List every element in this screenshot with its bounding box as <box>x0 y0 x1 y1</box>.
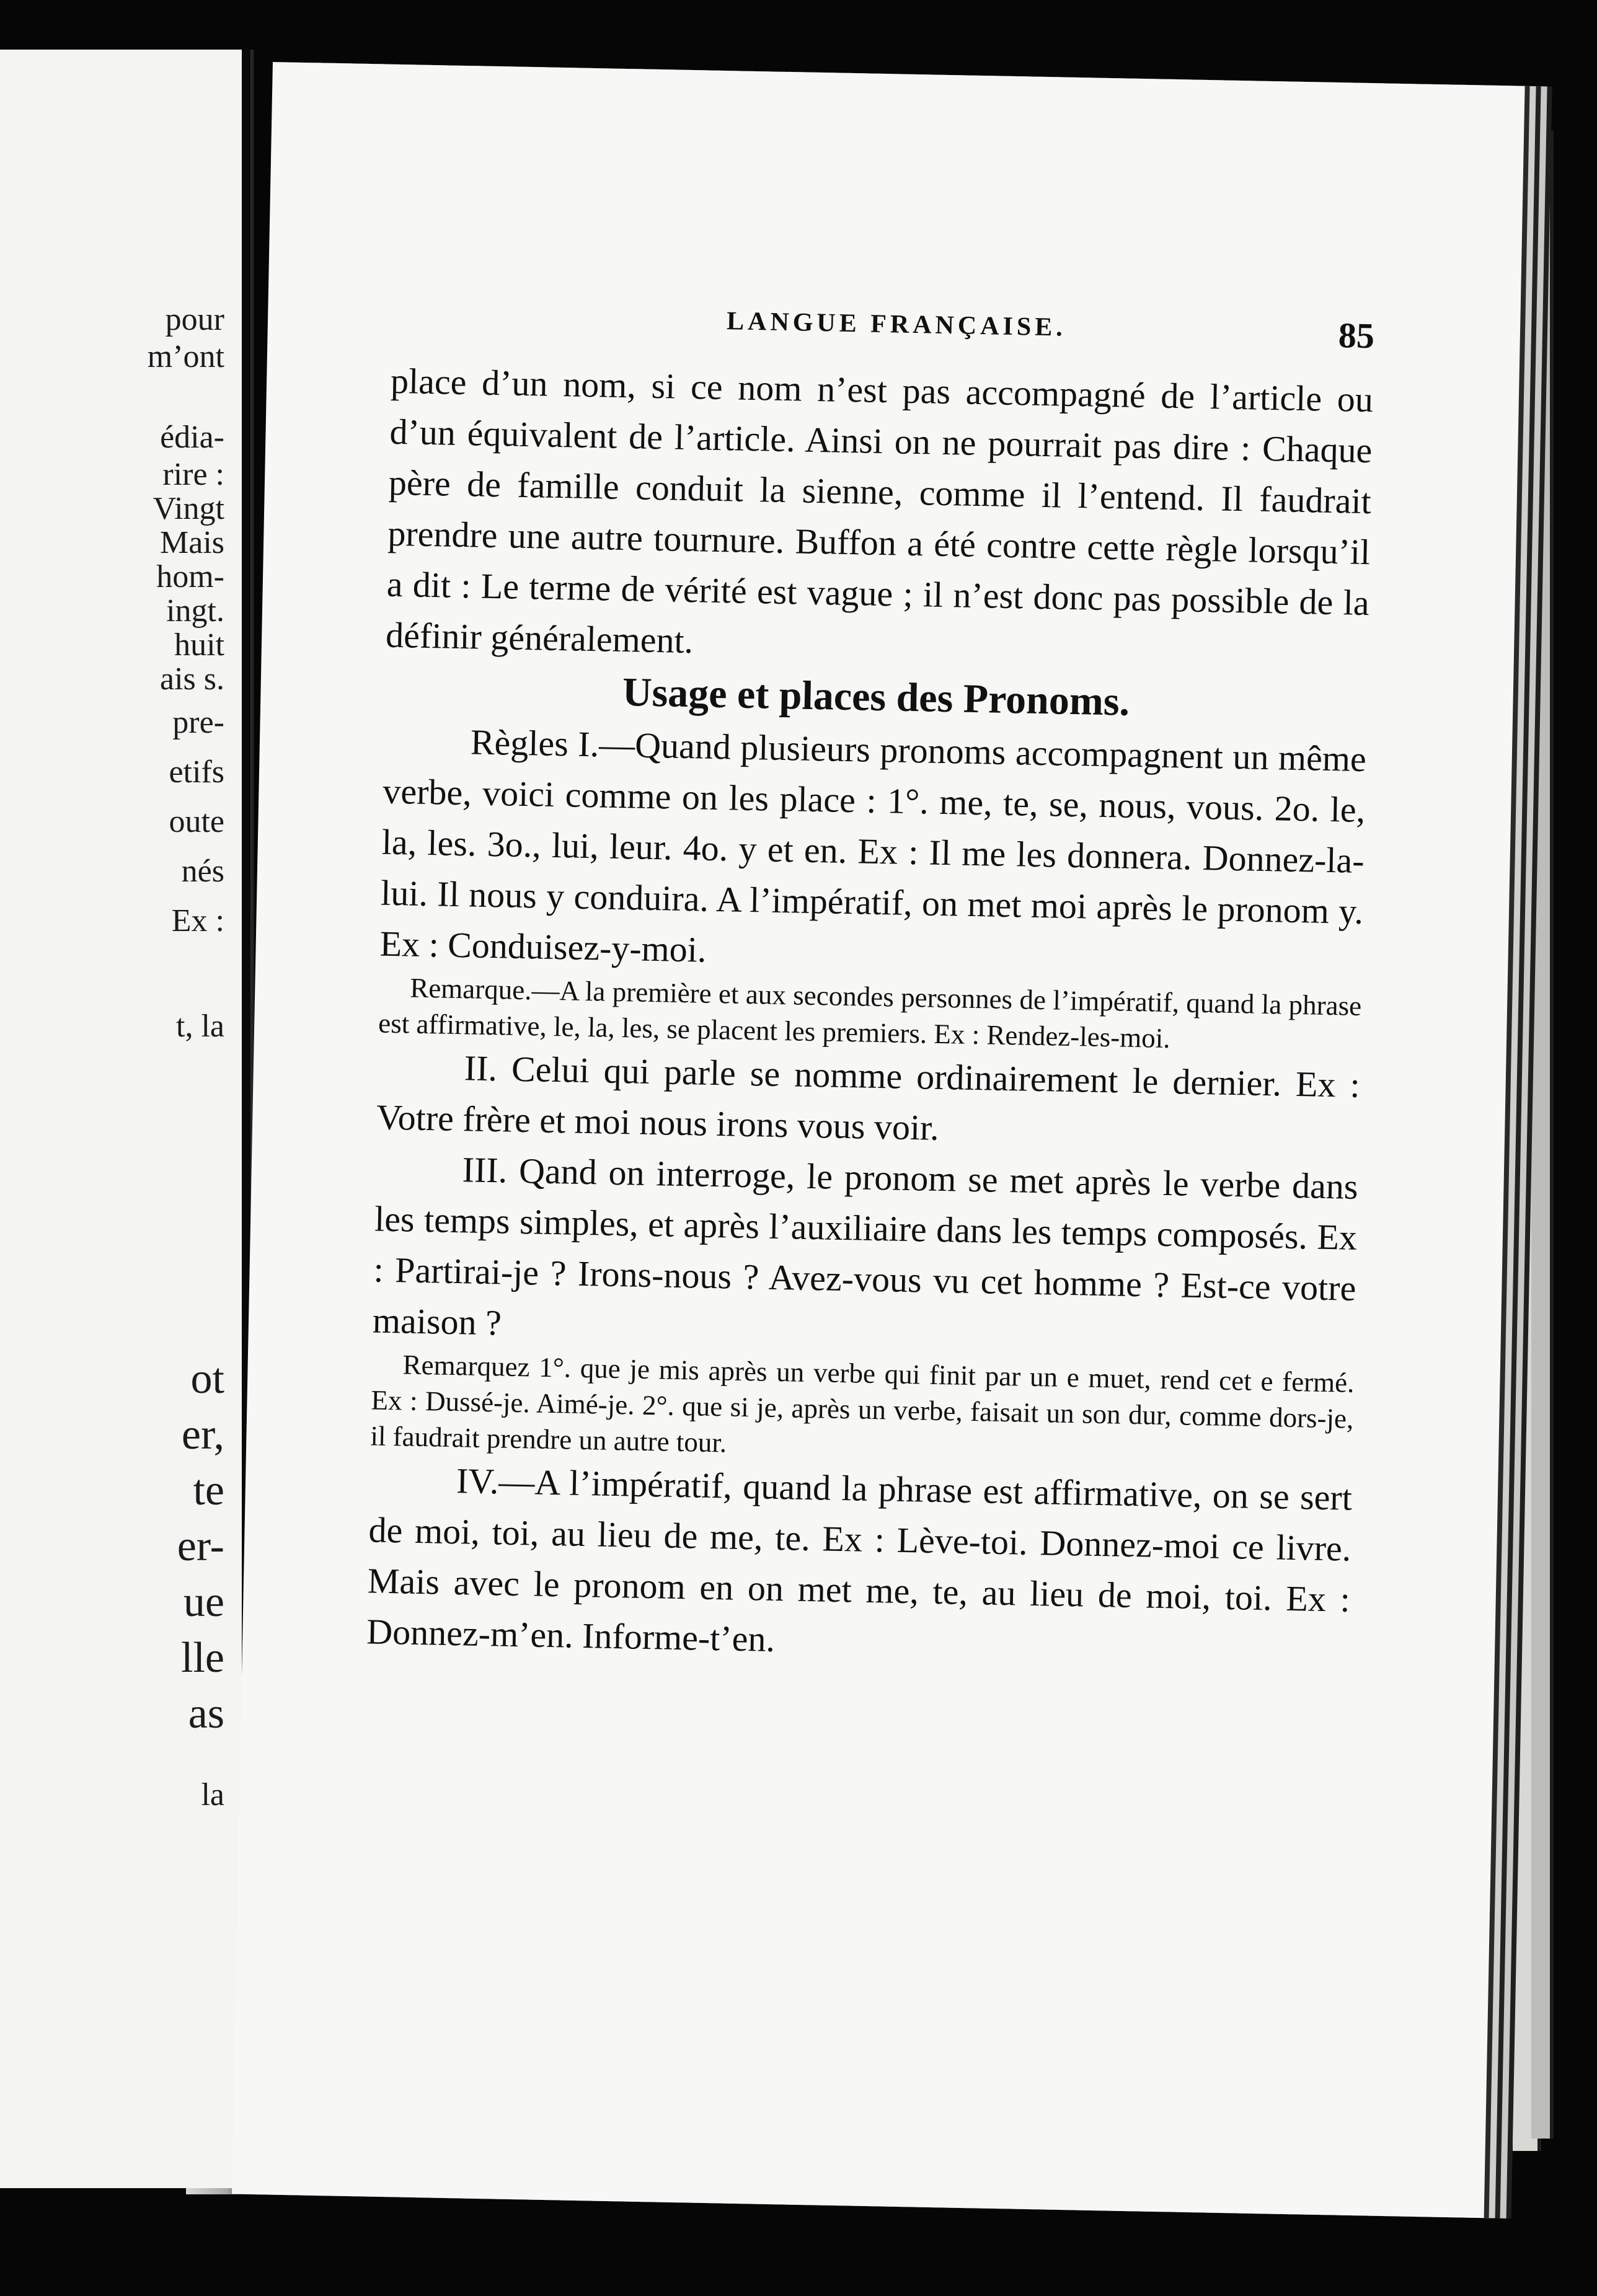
left-text-line: ot <box>190 1355 224 1403</box>
left-text-line: ais s. <box>160 661 224 697</box>
left-text-line: te <box>193 1467 224 1514</box>
left-text-line: la <box>201 1777 224 1813</box>
page-edge <box>1531 130 1554 2139</box>
left-text-line: oute <box>169 804 224 839</box>
left-text-line: lle <box>181 1634 224 1682</box>
left-text-line: rire : <box>162 457 224 492</box>
left-text-line: etifs <box>169 754 224 790</box>
left-text-line: er, <box>181 1411 224 1459</box>
left-text-line: Vingt <box>153 491 224 526</box>
left-text-line: er- <box>177 1522 224 1570</box>
page-number: 85 <box>1338 315 1375 356</box>
left-text-line: huit <box>174 627 224 663</box>
rule-2: II. Celui qui parle se nomme ordinairement le dernier. Ex : Votre frère et moi nous irons vous voir. <box>376 1048 1361 1148</box>
left-text-line: édia- <box>160 420 224 455</box>
left-text-line: m’ont <box>147 339 224 374</box>
remark-2: Remarquez 1°. que je mis après un verbe qui finit par un e muet, rend cet e fermé. Ex : Dussé-je. Aimé-je. 2°. que si je, après un verbe, faisait un son dur, comme dors-je, il faudrait prendre un autre tour. <box>369 1349 1355 1459</box>
left-text-line: ingt. <box>166 593 224 629</box>
left-text-line: pour <box>165 302 224 337</box>
left-text-line: as <box>188 1690 224 1737</box>
rule-4: IV.—A l’impératif, quand la phrase est affirmative, on se sert de moi, toi, au lieu de me, te. Ex : Lève-toi. Donnez-moi ce livre. Mais avec le pronom en on met me, te, au lieu de moi, toi. Ex : Donnez-m’en. Informe-t’en. <box>366 1460 1353 1660</box>
left-text-line: Ex : <box>171 903 224 938</box>
left-text-line: ue <box>183 1578 224 1626</box>
paragraph-continuation: place d’un nom, si ce nom n’est pas accompagné de l’article ou d’un équivalent de l’article. Ainsi on ne pourrait pas dire : Chaque père de famille conduit la sienne, comme il l’entend. Il faudrait prendre une autre tournure. Buffon a été contre cette règle lorsqu’il a dit : Le terme de vérité est vague ; il n’est donc pas possible de la définir généralement. <box>385 360 1374 661</box>
left-text-line: Mais <box>160 525 224 560</box>
section-heading: Usage et places des Pronoms. <box>622 669 1130 725</box>
left-text-line: hom- <box>156 559 224 594</box>
remark-1: Remarque.—A la première et aux secondes personnes de l’impératif, quand la phrase est affirmative, le, la, les, se placent les premiers. Ex : Rendez-les-moi. <box>378 972 1362 1054</box>
running-head <box>392 300 1375 356</box>
left-facing-page <box>0 50 250 2188</box>
left-text-line: t, la <box>176 1009 224 1044</box>
running-title: LANGUE FRANÇAISE. <box>726 307 1067 342</box>
book-page <box>232 62 1525 2218</box>
rule-3: III. Qand on interroge, le pronom se met après le verbe dans les temps simples, et après l’auxiliaire dans les temps composés. Ex : Partirai-je ? Irons-nous ? Avez-vous vu cet homme ? Est-ce votre maison ? <box>372 1149 1359 1343</box>
left-text-line: nés <box>181 854 224 889</box>
rule-1: Règles I.—Quand plusieurs pronoms accompagnent un même verbe, voici comme on les place : 1°. me, te, se, nous, vous. 2o. le, la, les. 3o., lui, leur. 4o. y et en. Ex : Il me les donnera. Donnez-la-lui. Il nous y conduira. A l’impératif, on met moi après le pronom y. Ex : Conduisez-y-moi. <box>379 722 1367 970</box>
page-body <box>366 356 1374 1676</box>
left-text-line: pre- <box>172 705 224 740</box>
